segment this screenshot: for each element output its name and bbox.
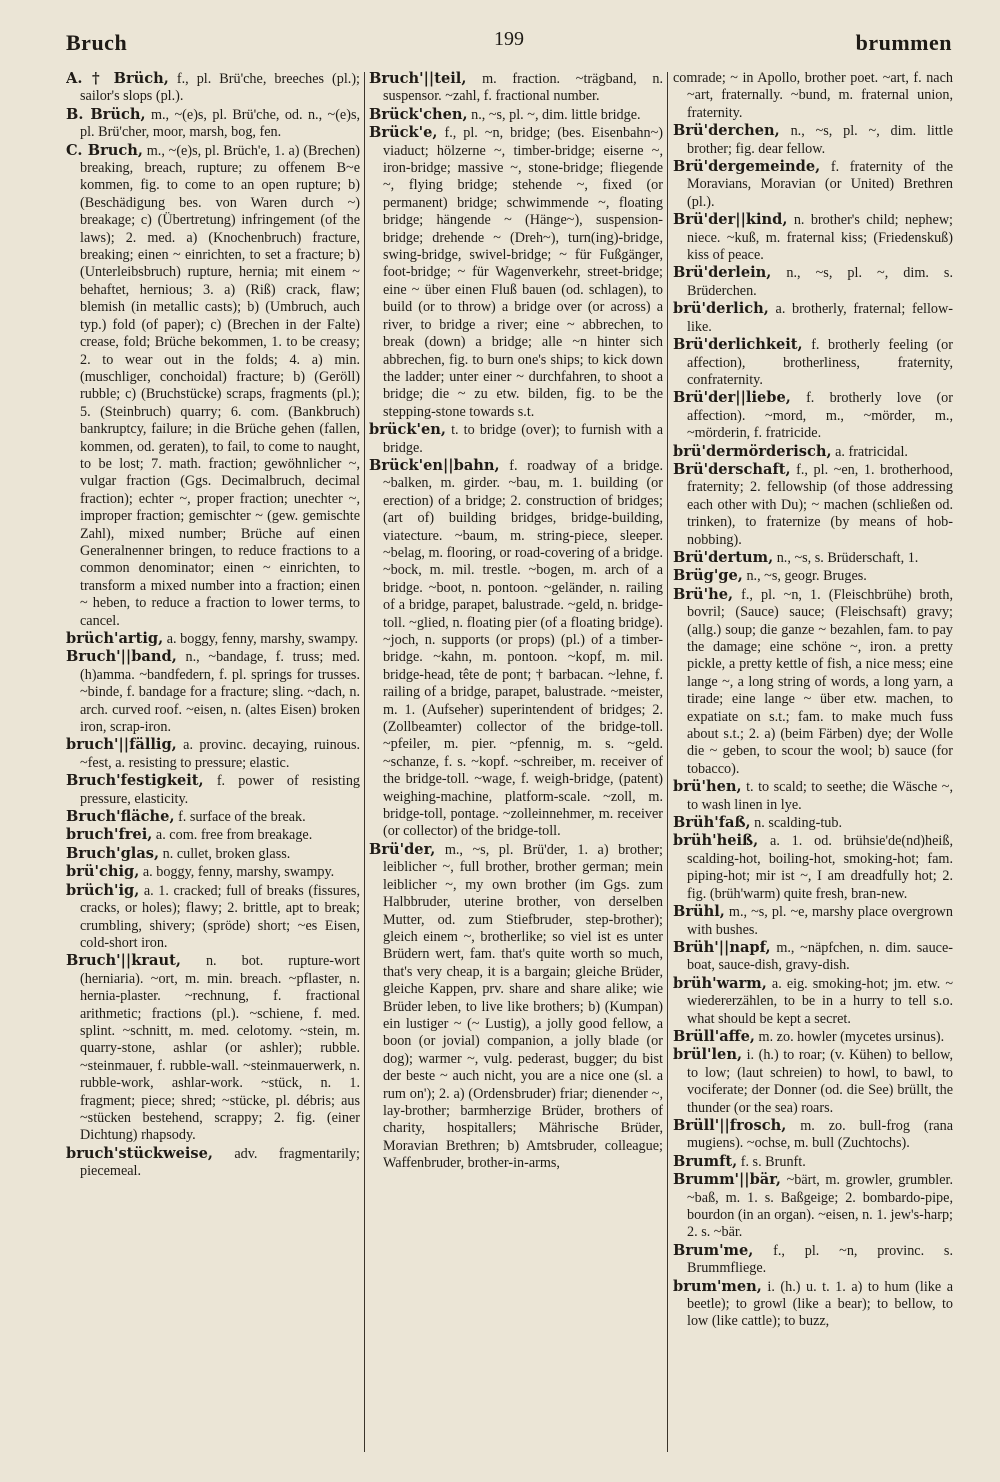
- entry-headword: brü'derlich,: [673, 300, 769, 318]
- entry-headword: C. Bruch,: [66, 141, 143, 159]
- entry-definition: a. com. free from breakage.: [155, 827, 313, 844]
- entry-headword: Bruch'festigkeit,: [66, 772, 204, 790]
- entry-definition: n. scalding-tub.: [754, 815, 843, 832]
- entry-definition: a. 1. cracked; full of breaks (fissures, cracks, or holes); flawy; 2. brittle, apt to break; crumbling, shivery; (spröde) short; ~es Eisen, cold-short iron.: [80, 882, 360, 951]
- dictionary-entry: [673, 1046, 953, 1117]
- dictionary-entry: [673, 778, 953, 814]
- entry-headword: Brüg'ge,: [673, 567, 743, 585]
- entry-headword: Brü'derchen,: [673, 122, 780, 140]
- entry-definition: a. eig. smoking-hot; jm. etw. ~ wiedererzählen, to be in a hurry to tell s.o. what should be kept a secret.: [687, 975, 953, 1027]
- page-header: [66, 20, 952, 60]
- dictionary-entry: [673, 389, 953, 442]
- dictionary-entry: [66, 772, 360, 808]
- entry-definition: n. brother's child; nephew; niece. ~kuß, m. fraternal kiss; (Friedenskuß) kiss of peace.: [687, 212, 953, 264]
- dictionary-entry: [673, 158, 953, 211]
- entry-headword: Brüll'affe,: [673, 1027, 755, 1045]
- entry-headword: Brü'dergemeinde,: [673, 158, 821, 176]
- entry-headword: bruch'frei,: [66, 826, 153, 844]
- entry-headword: brü'chig,: [66, 863, 140, 881]
- entry-headword: Brü'der,: [369, 840, 436, 858]
- entry-headword: Brüll'||frosch,: [673, 1116, 787, 1134]
- column-divider: [364, 72, 365, 1452]
- dictionary-entry: [66, 1145, 360, 1181]
- entry-headword: Bruch'||teil,: [369, 70, 467, 87]
- entry-definition: n., ~s, geogr. Bruges.: [746, 568, 867, 585]
- dictionary-entry: [66, 736, 360, 772]
- entry-definition: f. fraternity of the Moravians, Moravian (or United) Brethren (pl.).: [687, 159, 953, 210]
- entry-headword: Brück'en||bahn,: [369, 456, 500, 474]
- column-3: [673, 70, 953, 1460]
- entry-headword: Brü'derlein,: [673, 264, 772, 282]
- dictionary-entry: [673, 939, 953, 975]
- entry-headword: brüh'warm,: [673, 974, 767, 992]
- entry-definition: n., ~bandage, f. truss; med. (h)amma. ~bandfedern, f. pl. springs for trusses. ~binde, f. bandage for a fracture; sling. ~dach, n. arch. curved roof. ~eisen, n. (altes Eisen) broken iron, scrap-iron.: [80, 649, 360, 736]
- entry-definition: f., pl. Brü'che, breeches (pl.); sailor's slops (pl.).: [80, 71, 360, 105]
- entry-headword: brüch'artig,: [66, 630, 164, 647]
- dictionary-entry: [66, 863, 360, 881]
- entry-definition: t. to scald; to seethe; die Wäsche ~, to wash linen in lye.: [687, 779, 953, 813]
- dictionary-entry: [673, 586, 953, 778]
- entry-definition: n. cullet, broken glass.: [162, 845, 291, 862]
- entry-definition: a. 1. od. brühsie'de(nd)heiß, scalding-hot, boiling-hot, smoking-hot; fam. piping-hot; mir ist ~, I am dreadfully hot; 2. fig. (brüh'warm) quite fresh, bran-new.: [687, 833, 953, 902]
- entry-definition: n., ~s, s. Brüderschaft, 1.: [776, 549, 919, 566]
- entry-headword: brü'hen,: [673, 778, 742, 796]
- entry-headword: Brumm'||bär,: [673, 1171, 781, 1189]
- dictionary-entry: [66, 70, 360, 106]
- entry-definition: adv. fragmentarily; piecemeal.: [80, 1145, 360, 1180]
- entry-definition: m., ~(e)s, pl. Brüch'e, 1. a) (Brechen) breaking, breach, rupture; zu offenem B~e kommen, fig. to come to an open rupture; b) (Beschädigung bes. von Waren durch ~) breakage; c) (Übertretung) infringement (of the laws); 2. med. a) (Knochenbruch) fracture, breaking; einen ~ einrichten, to set a fracture; b) (Unterleibsbruch) rupture, hernia; mit einem ~ behaftet, hernious; 3. a) (Riß) crack, flaw; blemish (in metallic casts); b) (Umbruch, auch typ.) fold (of paper); c) (Brechen in der Falte) crease, fold; Brüche bekommen, 1. to be creasy; 2. to wear out in the folds; 4. a) min. (muschliger, conchoidal) fracture; b) (Geröll) rubble; c) (Bruchstücke) scraps, fragments (pl.); 5. (Steinbruch) quarry; 6. com. (Bankbruch) bankruptcy, failure; in die Brüche gehen (fallen, kommen, od. geraten), to fail, to come to naught, to be lost; 7. math. fraction; gewöhnlicher ~, vulgar fraction (Ggs. Decimalbruch, decimal fraction); echter ~, proper fraction; unechter ~, improper fraction; gemischter ~ (gew. gemischte Zahl), mixed number; Brüche auf einen Generalnenner bringen, to reduce fractions to a common denominator; einen ~ einrichten, to transform a mixed number into a fraction; einen ~ heben, to reduce a fraction to lower terms, to cancel.: [80, 142, 360, 629]
- entry-headword: Bruch'fläche,: [66, 808, 175, 826]
- entry-headword: Brü'dertum,: [673, 548, 774, 566]
- dictionary-entry: [673, 70, 953, 122]
- entry-headword: brül'len,: [673, 1046, 743, 1064]
- dictionary-entry: [673, 814, 953, 832]
- entry-headword: Bruch'||kraut,: [66, 952, 181, 970]
- entry-headword: Bruch'||band,: [66, 648, 177, 666]
- entry-headword: brück'en,: [369, 421, 446, 439]
- entry-headword: brü'dermörderisch,: [673, 442, 832, 460]
- dictionary-entry: [369, 70, 663, 106]
- entry-definition: comrade; ~ in Apollo, brother poet. ~art, f. nach ~art, fraternally. ~bund, m. fraternal union, fraternity.: [673, 70, 953, 121]
- entry-headword: Brü'derschaft,: [673, 460, 791, 478]
- entry-definition: a. boggy, fenny, marshy, swampy.: [142, 864, 335, 881]
- entry-definition: m., ~näpfchen, n. dim. sauce-boat, sauce-dish, gravy-dish.: [687, 939, 953, 974]
- dictionary-entry: [66, 630, 360, 648]
- entry-headword: brüch'ig,: [66, 881, 140, 899]
- dictionary-entry: [673, 1171, 953, 1242]
- entry-definition: m. fraction. ~trägband, n. suspensor. ~zahl, f. fractional number.: [383, 71, 663, 105]
- dictionary-entry: [66, 826, 360, 844]
- dictionary-entry: [369, 841, 663, 1173]
- entry-definition: f. brotherly love (or affection). ~mord, m., ~mörder, m., ~mörderin, f. fratricide.: [687, 390, 953, 442]
- dictionary-entry: [673, 1028, 953, 1046]
- entry-headword: bruch'stückweise,: [66, 1144, 214, 1162]
- entry-headword: Brühl,: [673, 903, 725, 921]
- dictionary-entry: [673, 1153, 953, 1171]
- entry-definition: a. boggy, fenny, marshy, swampy.: [166, 631, 359, 647]
- entry-definition: f. brotherly feeling (or affection), brotherliness, fraternity, confraternity.: [687, 337, 953, 388]
- entry-definition: i. (h.) to roar; (v. Kühen) to bellow, to low; (laut schreien) to howl, to bawl, to vociferate; der Donner (od. die See) brüllt, the thunder (or the sea) roars.: [687, 1047, 953, 1116]
- column-2: [369, 70, 663, 1460]
- entry-definition: t. to bridge (over); to furnish with a bridge.: [383, 422, 663, 456]
- entry-definition: m., ~s, pl. Brü'der, 1. a) brother; leiblicher ~, full brother, brother german; mein leiblicher ~, my own brother (im Ggs. zum Halbbruder, uterine brother, von derselben Mutter, od. zum Stiefbruder, step-brother); gleich einem ~, brotherlike; so viel ist es unter Brüdern wert, fam. that's quite worth so much, that's very cheap, it is a bargain; gleiche Brüder, gleiche Kappen, prv. share and share alike; wie Brüder leben, to live like brothers; b) (Kumpan) ein lustiger ~ (~ Lustig), a jolly good fellow, a boon (or jovial) companion, a jolly blade (or dog); warmer ~, vulg. pederast, bugger; du bist der beste ~ auch nicht, you are a nice one (sl. a rum on'); 2. a) (Ordensbruder) friar; dienender ~, lay-brother; barmherzige Brüder, brothers of charity, hospitallers; Mährische Brüder, Moravian Brethren; b) Amtsbruder, colleague; Waffenbruder, brother-in-arms,: [383, 841, 663, 1172]
- column-divider: [667, 72, 668, 1452]
- entry-headword: brum'men,: [673, 1277, 762, 1295]
- entry-definition: a. brotherly, fraternal; fellow-like.: [687, 301, 953, 335]
- entry-headword: Brück'chen,: [369, 105, 468, 123]
- entry-headword: Brum'me,: [673, 1241, 754, 1259]
- dictionary-entry: [673, 443, 953, 461]
- dictionary-entry: [673, 211, 953, 264]
- entry-definition: f., pl. ~n, provinc. s. Brummfliege.: [687, 1242, 953, 1277]
- entry-definition: f. roadway of a bridge. ~balken, m. girder. ~bau, m. 1. building (or erection) of a bridge; 2. construction of bridges; (art of) building bridges, bridge-building, viatecture. ~baum, m. string-piece, sleeper. ~belag, m. flooring, or road-covering of a bridge. ~bock, m. mil. trestle. ~bogen, m. arch of a bridge. ~boot, n. pontoon. ~geländer, n. railing of a bridge, parapet, balustrade. ~geld, n. bridge-toll. ~glied, n. floating pier (of a floating bridge). ~joch, n. supports (or props) (pl.) of a timber-bridge. ~kahn, m. pontoon. ~kopf, m. mil. bridge-head, tête de pont; † barbacan. ~lehne, f. railing of a bridge, parapet, balustrade. ~meister, m. 1. (Aufseher) superintendent of bridges; 2. (Zollbeamter) collector of the bridge-toll. ~pfeiler, m. pier. ~pfennig, m. s. ~geld. ~schanze, f. s. ~kopf. ~schreiber, m. receiver of the bridge-toll. ~wage, f. weigh-bridge, (patent) weighing-machine, platform-scale. ~zoll, m. bridge-toll, pontage. ~zolleinnehmer, m. receiver (or collector) of the bridge-toll.: [383, 457, 663, 840]
- dictionary-entry: [369, 421, 663, 457]
- dictionary-entry: [673, 549, 953, 567]
- entry-headword: Brüh'faß,: [673, 814, 751, 832]
- entry-headword: A. † Brüch,: [66, 70, 169, 87]
- dictionary-entry: [66, 648, 360, 736]
- dictionary-entry: [66, 845, 360, 863]
- entry-definition: f. power of resisting pressure, elasticity.: [80, 773, 360, 807]
- entry-definition: f., pl. ~n, 1. (Fleischbrühe) broth, bovril; (Sauce) sauce; (Fleischsaft) gravy; (allg.) soup; die ganze ~ bezahlen, fam. to pay the damage; eine schöne ~, iron. a pretty pickle, a pretty kettle of fish, a nice mess; eine lange ~, a long string of words, a long yarn, a tirade; eine lange ~ über etw. machen, to expatiate on s.t.; fam. to make much fuss about s.t.; 2. a) (beim Färben) dye; der Wolle die ~ geben, to scour the wool; b) sauce (for tobacco).: [687, 586, 953, 777]
- dictionary-entry: [673, 461, 953, 549]
- entry-definition: i. (h.) u. t. 1. a) to hum (like a beetle); to growl (like a bear); to bellow, to low (like cattle); to buzz,: [687, 1278, 953, 1330]
- entry-definition: f. s. Brunft.: [740, 1153, 806, 1170]
- dictionary-entry: [673, 1278, 953, 1331]
- dictionary-entry: [673, 300, 953, 336]
- entry-definition: m., ~(e)s, pl. Brü'che, od. n., ~(e)s, pl. Brü'cher, moor, marsh, bog, fen.: [80, 106, 360, 141]
- entry-definition: n., ~s, pl. ~, dim. little bridge.: [471, 106, 641, 123]
- dictionary-entry: [369, 124, 663, 421]
- entry-definition: n. bot. rupture-wort (herniaria). ~ort, m. min. breach. ~pflaster, n. hernia-plaster. ~rechnung, f. fractional arithmetic; fractions (pl.). ~schiene, f. med. splint. ~schnitt, m. med. celotomy. ~stein, m. quarry-stone, ashlar (or ashler); rubble. ~steinmauer, f. rubble-wall. ~steinmauerwerk, n. rubble-work, ashlar-work. ~stück, n. 1. fragment; piece; shred; ~stücke, pl. débris; aus ~stücken bestehend, scrappy; 2. fig. (einer Dichtung) rhapsody.: [80, 953, 360, 1144]
- entry-headword: Brü'derlichkeit,: [673, 336, 803, 354]
- page-number: 199: [494, 28, 524, 50]
- dictionary-entry: [369, 457, 663, 841]
- dictionary-entry: [66, 142, 360, 630]
- dictionary-entry: [66, 882, 360, 953]
- dictionary-entry: [673, 122, 953, 158]
- entry-definition: m. zo. bull-frog (rana mugiens). ~ochse, m. bull (Zuchtochs).: [687, 1117, 953, 1152]
- entry-headword: Brumft,: [673, 1152, 738, 1170]
- entry-definition: ~bärt, m. growler, grumbler. ~baß, m. 1. s. Baßgeige; 2. bombardo-pipe, bourdon (in an organ). ~eisen, n. 1. jew's-harp; 2. s. ~bär.: [687, 1172, 953, 1241]
- dictionary-entry: [66, 808, 360, 826]
- entry-definition: m. zo. howler (mycetes ursinus).: [758, 1028, 945, 1045]
- entry-headword: Brück'e,: [369, 124, 438, 142]
- entry-definition: f., pl. ~n, bridge; (bes. Eisenbahn~) viaduct; hölzerne ~, timber-bridge; eiserne ~, iron-bridge; massive ~, stone-bridge; fliegende ~, flying bridge; stehende ~, fixed (or permanent) bridge; schwimmende ~, floating bridge; hängende ~ (Hänge~), suspension-bridge; drehende ~ (Dreh~), turn(ing)-bridge, swing-bridge, swivel-bridge; ~ für Fußgänger, foot-bridge; ~ für Wagenverkehr, street-bridge; eine ~ über einen Fluß bauen (od. schlagen), to build (or to throw) a bridge over (or across) a river, to bridge a river; eine ~ abbrechen, to break (down) a bridge; alle ~n hinter sich abbrechen, fig. to burn one's ships; to kick down the ladder; unter einer ~ durchfahren, to shoot a bridge; die ~ zu etw. bilden, fig. to be the stepping-stone towards s.t.: [383, 125, 663, 420]
- dictionary-entry: [673, 264, 953, 300]
- entry-headword: B. Brüch,: [66, 105, 146, 123]
- dictionary-entry: [66, 106, 360, 142]
- entry-headword: brüh'heiß,: [673, 832, 759, 850]
- entry-definition: n., ~s, pl. ~, dim. s. Brüderchen.: [687, 265, 953, 299]
- dictionary-entry: [66, 952, 360, 1144]
- entry-definition: m., ~s, pl. ~e, marshy place overgrown with bushes.: [687, 904, 953, 938]
- column-1: [66, 70, 360, 1460]
- entry-definition: f. surface of the break.: [178, 809, 306, 826]
- entry-headword: Bruch'glas,: [66, 844, 160, 862]
- entry-headword: Brü'der||kind,: [673, 211, 788, 229]
- dictionary-entry: [673, 567, 953, 585]
- dictionary-entry: [673, 975, 953, 1028]
- entry-definition: n., ~s, pl. ~, dim. little brother; fig. dear fellow.: [687, 123, 953, 157]
- dictionary-entry: [673, 1117, 953, 1153]
- entry-headword: Brü'der||liebe,: [673, 389, 791, 407]
- left-guide-word: Bruch: [66, 30, 128, 55]
- entry-definition: a. provinc. decaying, ruinous. ~fest, a. resisting to pressure; elastic.: [80, 737, 360, 771]
- entry-headword: Brüh'||napf,: [673, 938, 771, 956]
- dictionary-entry: [673, 903, 953, 939]
- entry-definition: a. fratricidal.: [835, 443, 908, 460]
- entry-headword: Brü'he,: [673, 585, 734, 603]
- dictionary-entry: [369, 106, 663, 124]
- dictionary-entry: [673, 336, 953, 389]
- dictionary-entry: [673, 832, 953, 903]
- dictionary-entry: [673, 1242, 953, 1278]
- entry-headword: bruch'||fällig,: [66, 736, 177, 754]
- entry-definition: f., pl. ~en, 1. brotherhood, fraternity; 2. fellowship (of those addressing each other with Du); ~ machen (schließen od. trinken), to fraternize (by means of hob-nobbing).: [687, 461, 953, 548]
- right-guide-word: brummen: [855, 30, 952, 55]
